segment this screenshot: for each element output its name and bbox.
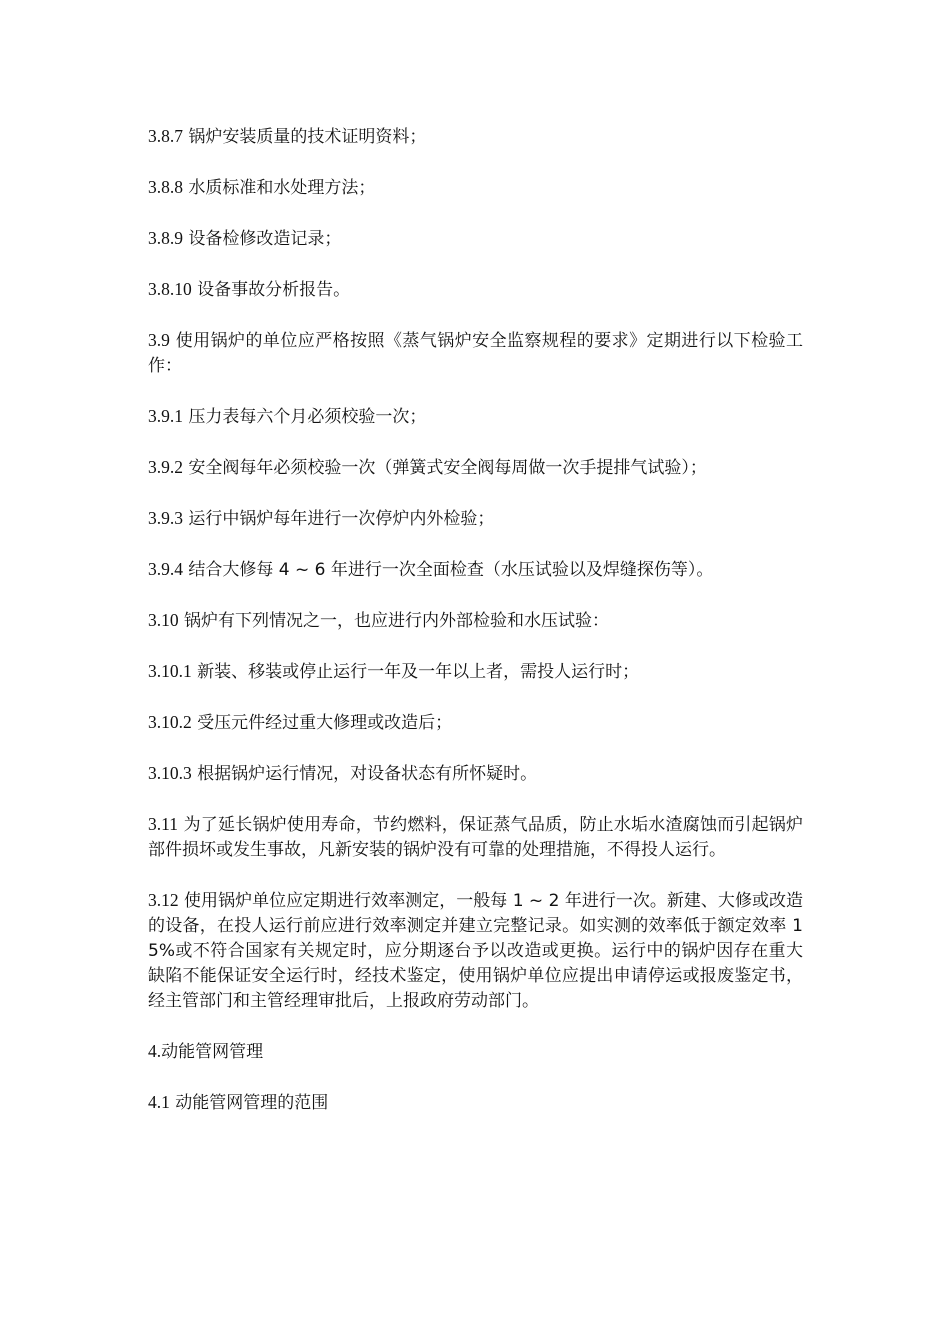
heading-text: 动能管网管理 xyxy=(161,1042,264,1062)
paragraph-text: 安全阀每年必须校验一次（弹簧式安全阀每周做一次手提排气试验）； xyxy=(183,458,707,478)
paragraph-3-8-7 xyxy=(148,124,803,150)
section-number: 3.8.10 xyxy=(148,279,192,299)
section-number: 3.9.4 xyxy=(148,559,183,579)
paragraph-3-9-1 xyxy=(148,404,803,430)
paragraph-3-9-3 xyxy=(148,506,803,532)
paragraph-3-10 xyxy=(148,608,803,634)
paragraph-text: 设备检修改造记录； xyxy=(183,229,342,249)
section-number: 3.8.9 xyxy=(148,228,183,248)
section-number: 3.8.8 xyxy=(148,177,183,197)
paragraph-text: 运行中锅炉每年进行一次停炉内外检验； xyxy=(183,509,495,529)
paragraph-text: 动能管网管理的范围 xyxy=(169,1093,329,1113)
paragraph-text: 使用锅炉单位应定期进行效率测定，一般每 1 ~ 2 年进行一次。新建、大修或改造的设备，在投人运行前应进行效率测定并建立完整记录。如实测的效率低于额定效率 15%或不符合国家有关规定时，应分期逐台予以改造或更换。运行中的锅炉因存在重大缺陷不能保证安全运行时，经技术鉴定，使用锅炉单位应提出申请停运或报废鉴定书，经主管部门和主管经理审批后，上报政府劳动部门。 xyxy=(148,891,803,1011)
section-number: 3.10.2 xyxy=(148,712,192,732)
paragraph-3-9-2 xyxy=(148,455,803,481)
paragraph-text: 锅炉有下列情况之一，也应进行内外部检验和水压试验： xyxy=(178,611,610,631)
paragraph-text: 结合大修每 4 ~ 6 年进行一次全面检查（水压试验以及焊缝探伤等）。 xyxy=(183,560,714,580)
heading-4 xyxy=(148,1039,803,1065)
paragraph-text: 设备事故分析报告。 xyxy=(191,280,351,300)
section-number: 3.9.3 xyxy=(148,508,183,528)
section-number: 3.9 xyxy=(148,330,170,350)
section-number: 3.9.1 xyxy=(148,406,183,426)
paragraph-3-10-1 xyxy=(148,659,803,685)
section-number: 3.10.3 xyxy=(148,763,192,783)
section-number: 4.1 xyxy=(148,1092,170,1112)
paragraph-3-8-10 xyxy=(148,277,803,303)
paragraph-text: 锅炉安装质量的技术证明资料； xyxy=(183,127,427,147)
section-number: 3.12 xyxy=(148,890,179,910)
paragraph-text: 根据锅炉运行情况，对设备状态有所怀疑时。 xyxy=(191,764,538,784)
paragraph-text: 受压元件经过重大修理或改造后； xyxy=(191,713,453,733)
paragraph-3-9-4 xyxy=(148,557,803,583)
section-number: 3.9.2 xyxy=(148,457,183,477)
paragraph-3-8-9 xyxy=(148,226,803,252)
paragraph-3-9 xyxy=(148,328,803,379)
paragraph-3-11 xyxy=(148,812,803,863)
section-number: 3.11 xyxy=(148,814,178,834)
document-body xyxy=(148,124,803,1141)
paragraph-text: 新装、移装或停止运行一年及一年以上者，需投人运行时； xyxy=(191,662,640,682)
paragraph-text: 水质标准和水处理方法； xyxy=(183,178,376,198)
paragraph-text: 使用锅炉的单位应严格按照《蒸气锅炉安全监察规程的要求》定期进行以下检验工作： xyxy=(148,331,803,376)
paragraph-3-10-3 xyxy=(148,761,803,787)
section-number: 3.10 xyxy=(148,610,179,630)
paragraph-text: 为了延长锅炉使用寿命，节约燃料，保证蒸气品质，防止水垢水渣腐蚀而引起锅炉部件损坏或发生事故，凡新安装的锅炉没有可靠的处理措施，不得投人运行。 xyxy=(148,815,803,860)
paragraph-text: 压力表每六个月必须校验一次； xyxy=(183,407,427,427)
section-number: 3.8.7 xyxy=(148,126,183,146)
section-number: 3.10.1 xyxy=(148,661,192,681)
paragraph-4-1 xyxy=(148,1090,803,1116)
section-number: 4. xyxy=(148,1041,162,1061)
paragraph-3-8-8 xyxy=(148,175,803,201)
paragraph-3-10-2 xyxy=(148,710,803,736)
paragraph-3-12 xyxy=(148,888,803,1014)
